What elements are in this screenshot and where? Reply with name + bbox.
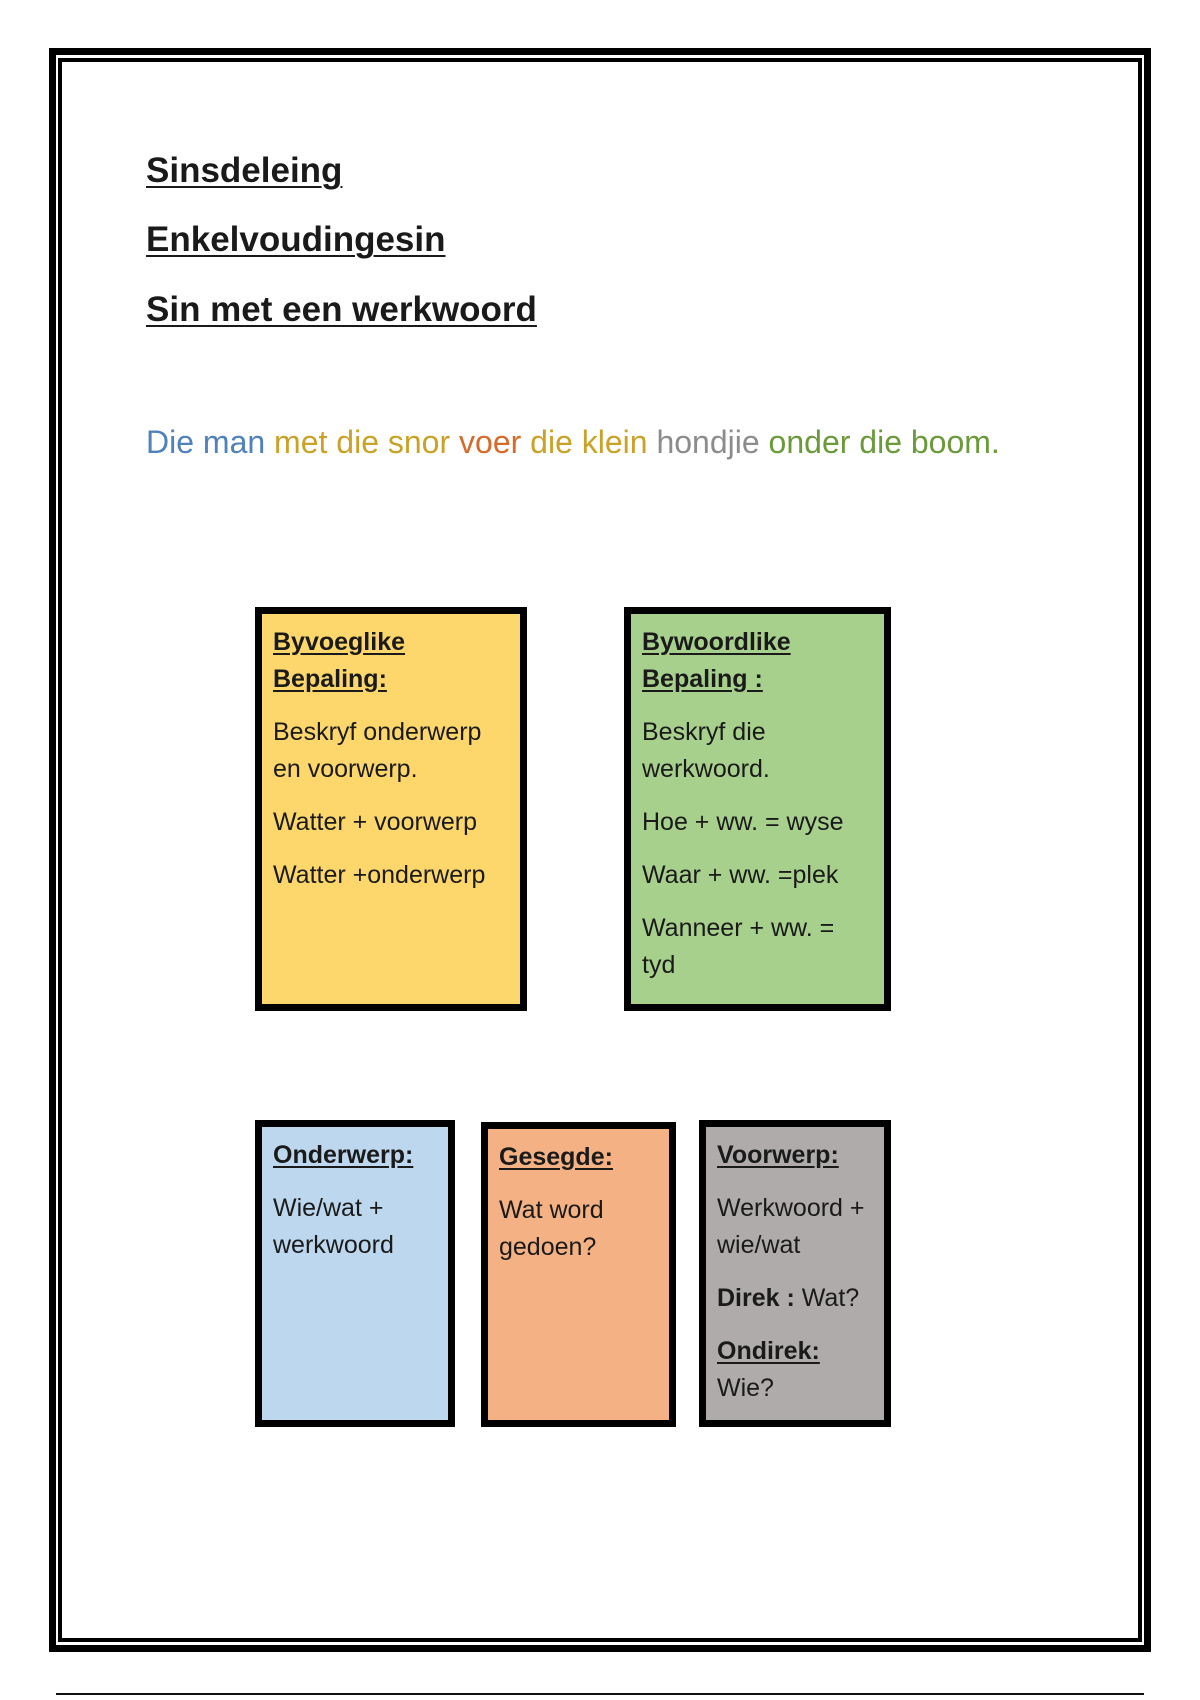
card-onderwerp — [255, 1120, 455, 1427]
card-line: Beskryf die werkwoord. — [642, 718, 770, 783]
direk-value: Wat? — [794, 1284, 860, 1312]
card-title: Byvoeglike Bepaling: — [273, 628, 406, 693]
ondirek-value: Wie? — [717, 1374, 774, 1402]
card-line: Watter + voorwerp — [273, 808, 478, 836]
card-title: Voorwerp: — [717, 1141, 839, 1169]
card-line: Beskryf onderwerp en voorwerp. — [273, 718, 482, 783]
card-line: Waar + ww. =plek — [642, 861, 839, 889]
card-byvoeglike-bepaling — [255, 607, 527, 1011]
card-line-direk — [717, 1280, 872, 1317]
sentence-bywoordlike-bepaling: onder die boom. — [768, 424, 1000, 460]
sentence-voorwerp: hondjie — [656, 424, 769, 460]
card-title: Bywoordlike Bepaling : — [642, 628, 791, 693]
sentence-byvoeglike-bepaling-2: die klein — [530, 424, 657, 460]
example-sentence — [146, 426, 1000, 458]
card-line: Wat word gedoen? — [499, 1196, 604, 1261]
card-title: Onderwerp: — [273, 1141, 414, 1169]
card-bywoordlike-bepaling — [624, 607, 891, 1011]
card-voorwerp — [699, 1120, 891, 1427]
direk-label: Direk : — [717, 1284, 795, 1312]
heading-enkelvoudingesin: Enkelvoudingesin — [146, 220, 446, 259]
ondirek-label: Ondirek: — [717, 1337, 820, 1365]
page-bottom-rule — [56, 1693, 1144, 1695]
card-line: Wanneer + ww. = tyd — [642, 914, 835, 979]
card-line-ondirek — [717, 1333, 872, 1407]
card-line: Werkwoord + wie/wat — [717, 1194, 865, 1259]
heading-sin-met-werkwoord: Sin met een werkwoord — [146, 290, 537, 329]
card-title: Gesegde: — [499, 1143, 613, 1171]
card-line: Wie/wat + werkwoord — [273, 1194, 394, 1259]
card-line: Hoe + ww. = wyse — [642, 808, 844, 836]
sentence-byvoeglike-bepaling: met die snor — [274, 424, 460, 460]
sentence-gesegde: voer — [459, 424, 531, 460]
sentence-onderwerp: Die man — [146, 424, 275, 460]
card-gesegde — [481, 1122, 676, 1427]
card-line: Watter +onderwerp — [273, 861, 486, 889]
heading-sinsdeleing: Sinsdeleing — [146, 151, 343, 190]
